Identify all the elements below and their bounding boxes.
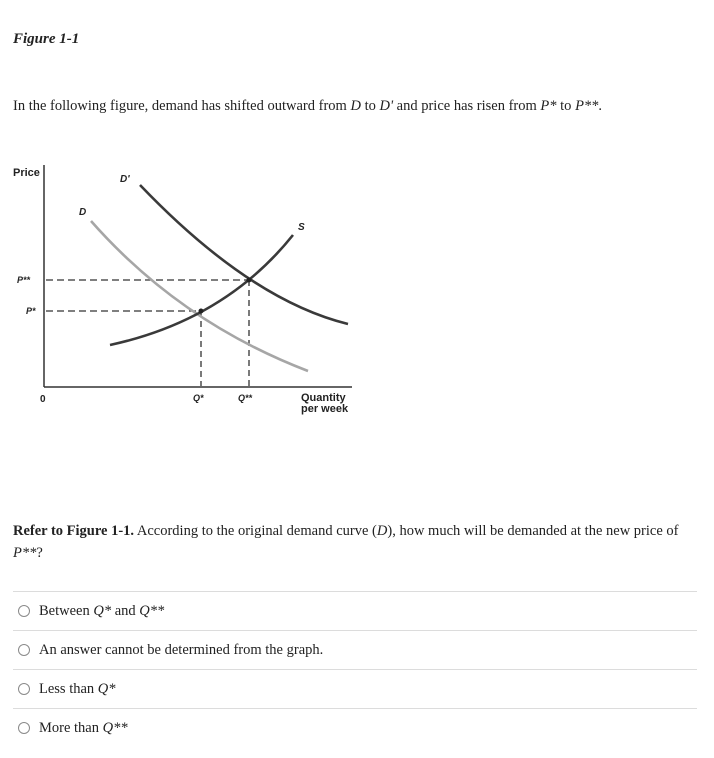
y-axis-label: Price [13, 167, 40, 179]
x-axis-label-line1: Quantity [301, 392, 346, 404]
option-cannot-be-determined[interactable] [13, 630, 697, 669]
figure-title: Figure 1-1 [13, 31, 80, 47]
option-less-than-q-star[interactable] [13, 669, 697, 708]
equilibrium-point-new [247, 278, 252, 283]
tick-label-q-star: Q* [193, 393, 204, 403]
origin-label: 0 [40, 394, 46, 405]
equilibrium-point-original [199, 309, 204, 314]
demand-curve-d-prime [140, 185, 348, 324]
option-label: Between Q* and Q** [39, 602, 165, 619]
tick-label-p-star-star: P** [17, 275, 31, 285]
curve-label-d: D [79, 207, 87, 218]
supply-demand-graph [0, 155, 370, 430]
radio-button[interactable] [18, 644, 30, 656]
radio-button[interactable] [18, 722, 30, 734]
curve-label-d-prime: D' [120, 174, 130, 185]
tick-label-q-star-star: Q** [238, 393, 253, 403]
option-label: More than Q** [39, 719, 128, 736]
x-axis-label-line2: per week [301, 403, 349, 415]
tick-label-p-star: P* [26, 306, 36, 316]
intro-text: In the following figure, demand has shifted outward from D to D' and price has risen from P* to P**. [13, 98, 603, 114]
curve-label-s: S [298, 222, 305, 233]
option-more-than-q-star-star[interactable] [13, 708, 697, 747]
option-between-q-star-and-q-star-star[interactable] [13, 591, 697, 630]
option-label: Less than Q* [39, 680, 116, 697]
answer-options [13, 591, 697, 747]
question-text: Refer to Figure 1-1. According to the original demand curve (D), how much will be demanded at the new price of P**? [13, 523, 679, 561]
radio-button[interactable] [18, 605, 30, 617]
radio-button[interactable] [18, 683, 30, 695]
option-label: An answer cannot be determined from the graph. [39, 641, 324, 658]
